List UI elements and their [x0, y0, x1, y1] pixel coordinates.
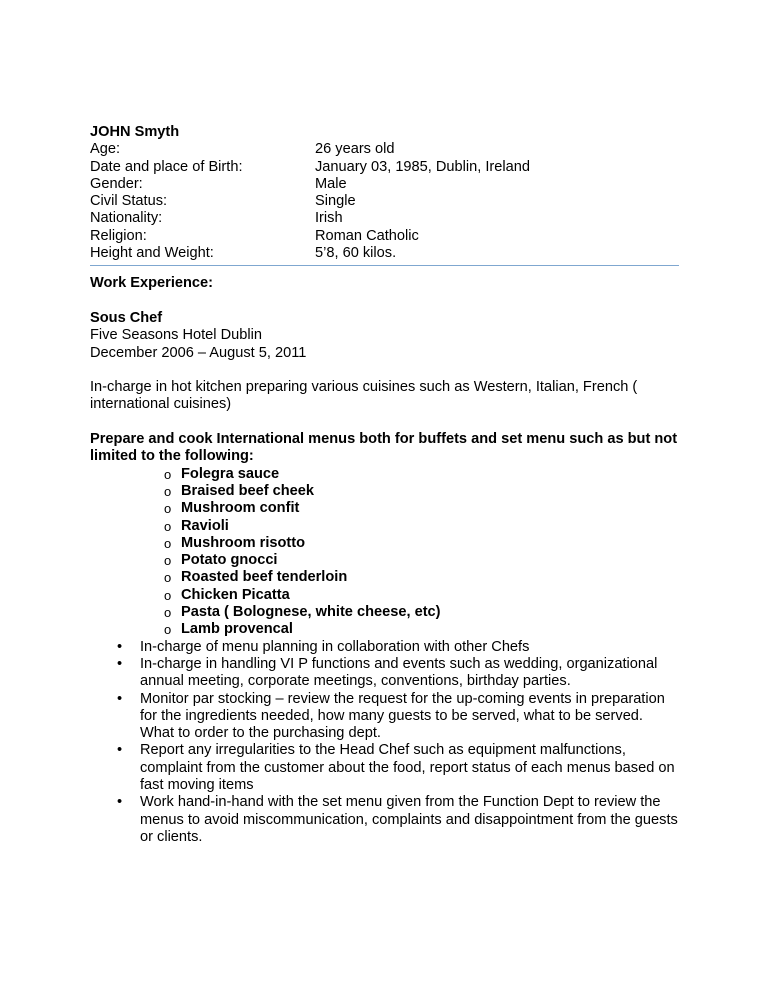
duties-list: [90, 639, 690, 847]
bullet-icon: •: [117, 742, 123, 759]
bullet-icon: •: [117, 655, 123, 672]
list-item: o Lamb provencal: [164, 621, 293, 638]
circle-bullet-icon: o: [164, 622, 172, 638]
list-item: o Braised beef cheek: [164, 482, 315, 499]
list-item: o Chicken Picatta: [164, 586, 290, 603]
info-value: 5’8, 60 kilos.: [315, 245, 397, 262]
info-row-gender: [90, 176, 690, 193]
info-value: Roman Catholic: [315, 227, 419, 244]
list-item: o Pasta ( Bolognese, white cheese, etc): [164, 604, 441, 621]
info-row-age: [90, 141, 690, 158]
bullet-icon: •: [117, 794, 123, 811]
info-value: Irish: [315, 210, 343, 227]
info-label: Nationality:: [90, 210, 163, 227]
circle-bullet-icon: o: [164, 605, 172, 621]
job-title: Sous Chef: [90, 309, 163, 326]
list-item: • Work hand-in-hand with the set menu given from the Function Dept to review the menus to avoid miscommunication, complaints and disappointment from the guests or clients.: [117, 794, 678, 845]
bullet-icon: •: [117, 690, 123, 707]
personal-info: [90, 141, 690, 262]
list-item: o Mushroom risotto: [164, 534, 306, 551]
list-item: • Report any irregularities to the Head Chef such as equipment malfunctions, complaint from the customer about the food, report status of each menus based on fast moving items: [117, 742, 675, 793]
info-row-birth: [90, 159, 690, 176]
circle-bullet-icon: o: [164, 570, 172, 586]
info-label: Height and Weight:: [90, 245, 214, 262]
list-item: o Mushroom confit: [164, 500, 300, 517]
info-label: Date and place of Birth:: [90, 158, 243, 175]
employment-period: December 2006 – August 5, 2011: [90, 344, 307, 361]
info-row-civil-status: [90, 193, 690, 210]
info-row-height-weight: [90, 245, 690, 262]
info-value: January 03, 1985, Dublin, Ireland: [315, 158, 530, 175]
list-item: • In-charge in handling VI P functions and events such as wedding, organizational annual meeting, corporate meetings, conventions, birthday parties.: [117, 655, 658, 690]
work-experience-heading: Work Experience:: [90, 275, 214, 292]
list-item: o Roasted beef tenderloin: [164, 569, 348, 586]
list-item: o Ravioli: [164, 517, 229, 534]
info-label: Age:: [90, 141, 121, 158]
circle-bullet-icon: o: [164, 501, 172, 517]
info-label: Gender:: [90, 175, 143, 192]
circle-bullet-icon: o: [164, 466, 172, 482]
circle-bullet-icon: o: [164, 483, 172, 499]
info-label: Religion:: [90, 227, 147, 244]
list-item: • Monitor par stocking – review the request for the up-coming events in preparation for the ingredients needed, how many guests to be served, what to be served. What to order to the purchasing dept.: [117, 690, 665, 742]
resume-page: [90, 124, 690, 846]
info-value: 26 years old: [315, 141, 395, 158]
menus-intro: Prepare and cook International menus both for buffets and set menu such as but not limited to the following:: [90, 431, 678, 465]
list-item: o Folegra sauce: [164, 465, 280, 482]
info-row-religion: [90, 228, 690, 245]
info-value: Male: [315, 175, 347, 192]
info-row-nationality: [90, 210, 690, 227]
list-item: • In-charge of menu planning in collaboration with other Chefs: [117, 638, 530, 655]
circle-bullet-icon: o: [164, 535, 172, 551]
applicant-name: JOHN Smyth: [90, 124, 180, 140]
list-item: o Potato gnocci: [164, 552, 278, 569]
circle-bullet-icon: o: [164, 553, 172, 569]
menu-list: [90, 466, 690, 639]
info-value: Single: [315, 193, 356, 210]
job-summary: In-charge in hot kitchen preparing various cuisines such as Western, Italian, French ( international cuisines): [90, 379, 638, 413]
circle-bullet-icon: o: [164, 518, 172, 534]
info-label: Civil Status:: [90, 193, 168, 210]
circle-bullet-icon: o: [164, 587, 172, 603]
company-name: Five Seasons Hotel Dublin: [90, 327, 262, 344]
bullet-icon: •: [117, 638, 123, 655]
